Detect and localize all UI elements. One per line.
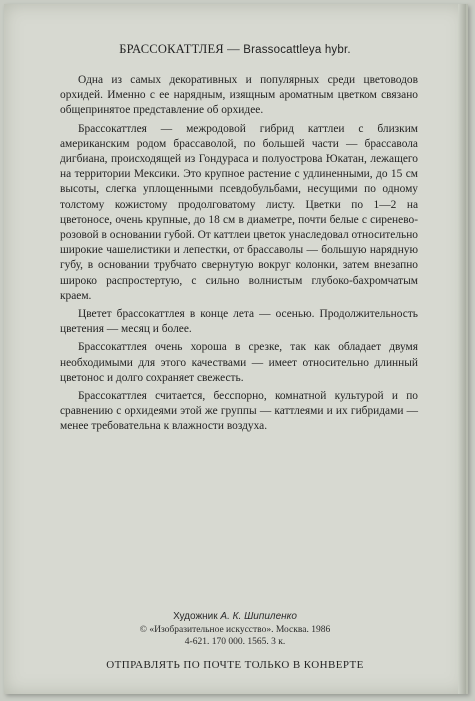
publisher-line: © «Изобразительное искусство». Москва. 1986 [139,624,331,635]
card-title [4,42,466,57]
imprint-block [4,611,466,649]
paragraph: Одна из самых декоративных и популярных среди цветоводов орхидей. Именно с ее нарядным, изящным ароматным цветком связано общепринятое представление об орхидее. [60,74,418,117]
paragraph: Брассокаттлея очень хороша в срезке, так как обладает двумя необходимыми для этого качествами — имеет относительно длинный цветонос и долго сохраняет свежесть. [60,341,418,384]
mail-notice: ОТПРАВЛЯТЬ ПО ПОЧТЕ ТОЛЬКО В КОНВЕРТЕ [106,659,364,671]
artist-name: А. К. Шипиленко [220,611,297,622]
postcard-back [4,4,468,694]
title-russian: БРАССОКАТТЛЕЯ — [119,42,240,56]
description-text [60,73,418,438]
title-latin: Brassocattleya hybr. [243,44,351,56]
artist-label: Художник [173,611,218,622]
paragraph: Цветет брассокаттлея в конце лета — осенью. Продолжительность цветения — месяц и более. [60,308,418,336]
paper-edge [458,4,466,694]
print-codes: 4-621. 170 000. 1565. 3 к. [184,637,286,647]
artist-credit [4,611,466,624]
paragraph: Брассокаттлея — межродовой гибрид каттлеи с близким американским родом брассаволой, по большей части — брассавола дигбиана, происходящей из Гондураса и полуострова Юкатан, лежащего на территории Мексики. Это крупное растение с удлиненными, до 15 см высоты, слегка уплощенными псевдобульбами, несущими по одному толстому кожистому продолговатому листу. Цветки по 1—2 на цветоносе, очень крупные, до 18 см в диаметре, почти белые с сиренево-розовой в основании губой. От каттлеи цветок унаследовал относительно широкие чашелистики и лепестки, от брассаволы — большую нарядную губу, в основании трубчато свернутую вокруг колонки, затем внезапно широко распростертую, с сильно волнистым глубоко-бахромчатым краем. [60,122,418,302]
paragraph: Брассокаттлея считается, бесспорно, комнатной культурой и по сравнению с орхидеями этой же группы — каттлеями и их гибридами — менее требовательна к влажности воздуха. [60,390,418,433]
